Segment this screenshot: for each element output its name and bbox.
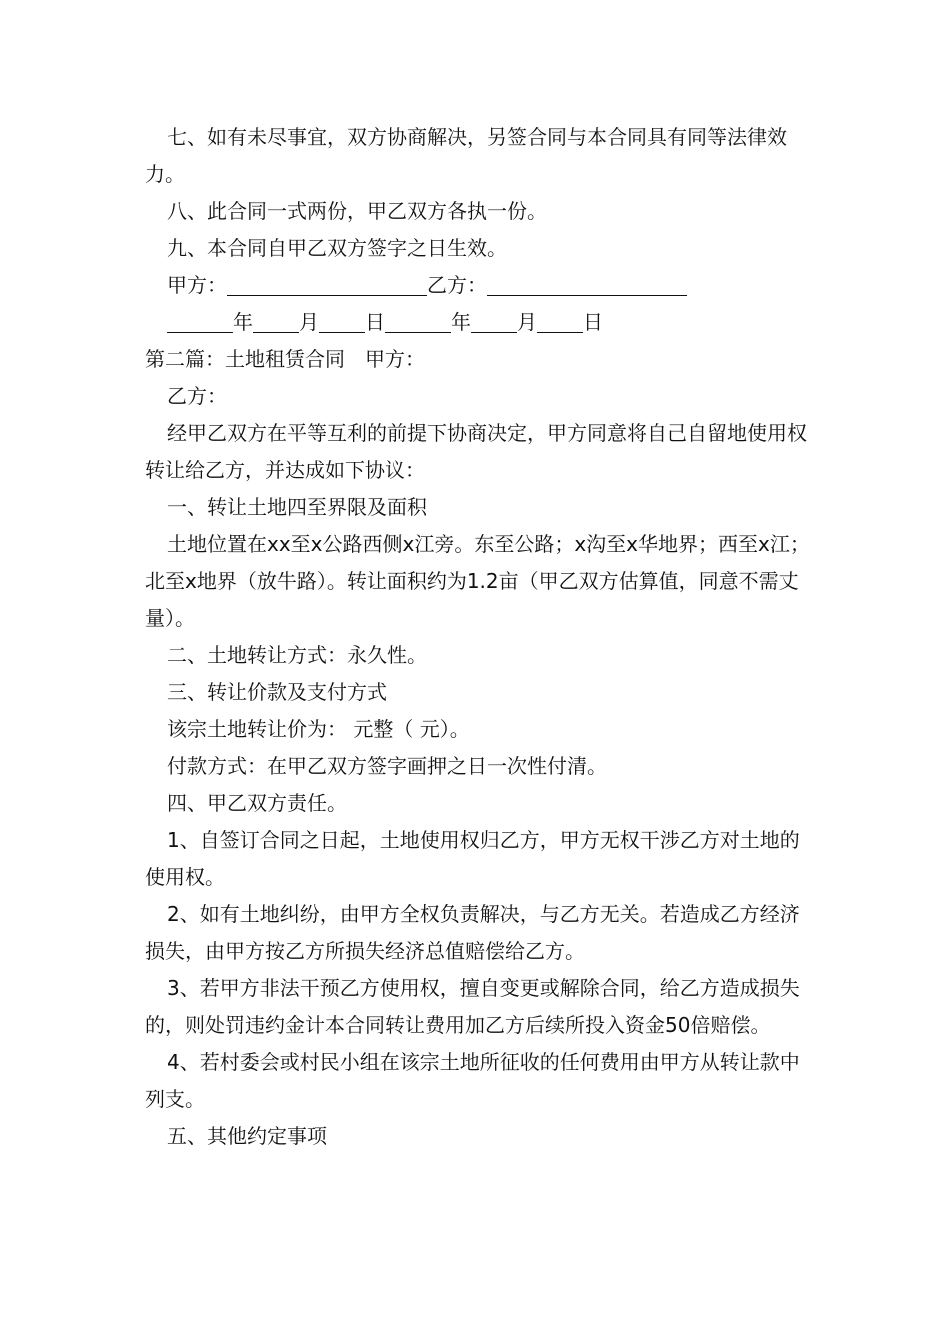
signature-line — [145, 267, 810, 304]
day-label-b: 日 — [583, 310, 603, 334]
responsibility-three: 3、若甲方非法干预乙方使用权，擅自变更或解除合同，给乙方造成损失的，则处罚违约金计本合同转让费用加乙方后续所投入资金50倍赔偿。 — [145, 976, 800, 1037]
article-one-heading: 一、转让土地四至界限及面积 — [167, 495, 427, 519]
year-label-b: 年 — [451, 310, 471, 334]
responsibility-two: 2、如有土地纠纷，由甲方全权负责解决，与乙方无关。若造成乙方经济损失，由甲方按乙方所损失经济总值赔偿给乙方。 — [145, 902, 800, 963]
article-five-heading: 五、其他约定事项 — [167, 1124, 327, 1148]
clause-eight: 八、此合同一式两份，甲乙双方各执一份。 — [167, 199, 547, 223]
responsibility-four: 4、若村委会或村民小组在该宗土地所征收的任何费用由甲方从转让款中列支。 — [145, 1050, 800, 1111]
month-label-a: 月 — [299, 310, 319, 334]
month-blank-a — [253, 310, 299, 333]
day-blank-b — [537, 310, 583, 333]
party-b-signature-blank — [487, 273, 687, 296]
day-blank-a — [319, 310, 365, 333]
section-two-heading-line — [145, 341, 810, 378]
responsibility-one: 1、自签订合同之日起，土地使用权归乙方，甲方无权干涉乙方对土地的使用权。 — [145, 828, 800, 889]
month-blank-b — [471, 310, 517, 333]
section-two-heading: 第二篇：土地租赁合同 — [145, 347, 345, 371]
clause-nine: 九、本合同自甲乙双方签字之日生效。 — [167, 236, 507, 260]
payment-method: 付款方式：在甲乙双方签字画押之日一次性付清。 — [167, 754, 607, 778]
document-body — [145, 119, 810, 1155]
transfer-price: 该宗土地转让价为： 元整（ 元）。 — [167, 717, 470, 741]
date-line — [145, 304, 810, 341]
section-two-party-a: 甲方： — [365, 347, 425, 371]
article-two: 二、土地转让方式：永久性。 — [167, 643, 427, 667]
clause-seven: 七、如有未尽事宜，双方协商解决，另签合同与本合同具有同等法律效力。 — [145, 125, 787, 186]
land-location: 土地位置在xx至x公路西侧x江旁。东至公路；x沟至x华地界；西至x江；北至x地界（放牛路）。转让面积约为1.2亩（甲乙双方估算值，同意不需丈量）。 — [145, 532, 810, 630]
day-label-a: 日 — [365, 310, 385, 334]
year-label-a: 年 — [233, 310, 253, 334]
party-a-signature-blank — [227, 273, 427, 296]
party-a-signature-label: 甲方： — [167, 273, 227, 297]
article-three-heading: 三、转让价款及支付方式 — [167, 680, 387, 704]
party-b-signature-label: 乙方： — [427, 273, 487, 297]
section-two-party-b: 乙方： — [167, 384, 227, 408]
article-four-heading: 四、甲乙双方责任。 — [167, 791, 347, 815]
year-blank-a — [167, 310, 233, 333]
month-label-b: 月 — [517, 310, 537, 334]
preamble: 经甲乙双方在平等互利的前提下协商决定，甲方同意将自己自留地使用权转让给乙方，并达成如下协议： — [145, 421, 807, 482]
year-blank-b — [385, 310, 451, 333]
